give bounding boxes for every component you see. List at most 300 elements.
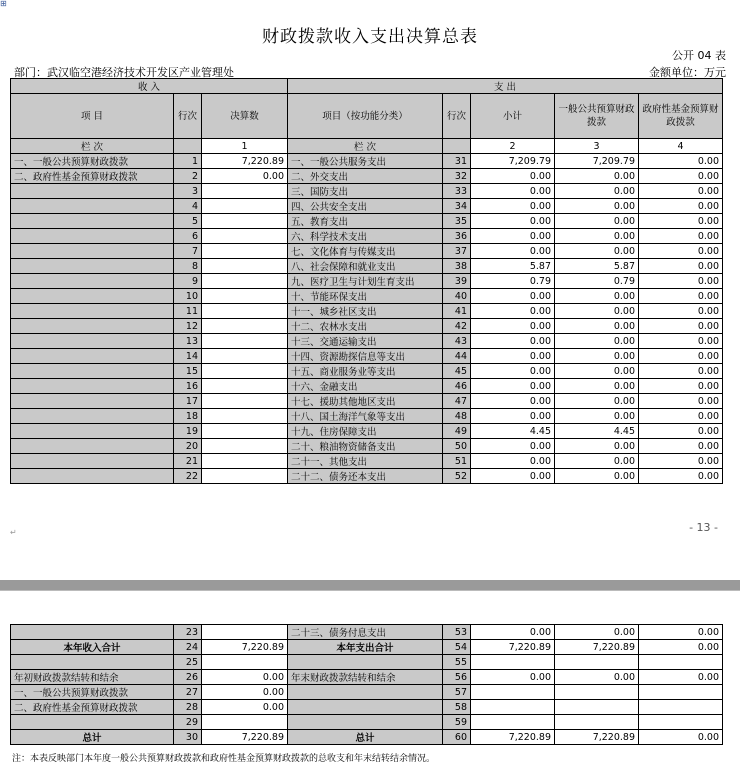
income-row-no-cell: 27 xyxy=(174,685,202,700)
income-row-no-cell: 6 xyxy=(174,229,202,244)
gov-fund-cell: 0.00 xyxy=(639,625,723,640)
table-row xyxy=(11,334,723,349)
col-label: 栏 次 xyxy=(11,139,174,154)
income-row-no-cell: 2 xyxy=(174,169,202,184)
col-empty xyxy=(174,139,202,154)
income-amount-cell xyxy=(202,655,288,670)
paragraph-mark-icon: ↵ xyxy=(10,528,17,537)
subtotal-cell: 0.00 xyxy=(471,229,555,244)
expense-item-cell xyxy=(288,700,443,715)
income-row-no-cell: 3 xyxy=(174,184,202,199)
income-row-no-cell: 10 xyxy=(174,289,202,304)
expense-row-no-cell: 31 xyxy=(443,154,471,169)
expense-row-no-cell: 60 xyxy=(443,730,471,745)
table-row xyxy=(11,670,723,685)
income-item-header: 项 目 xyxy=(11,94,174,139)
gov-fund-cell: 0.00 xyxy=(639,469,723,484)
income-row-no-header: 行次 xyxy=(174,94,202,139)
income-item-cell xyxy=(11,289,174,304)
general-budget-header: 一般公共预算财政拨款 xyxy=(555,94,639,139)
expense-item-cell: 二、外交支出 xyxy=(288,169,443,184)
income-item-cell xyxy=(11,454,174,469)
general-budget-cell: 7,220.89 xyxy=(555,640,639,655)
income-row-no-cell: 1 xyxy=(174,154,202,169)
table-row xyxy=(11,169,723,184)
income-item-cell xyxy=(11,259,174,274)
gov-fund-cell: 0.00 xyxy=(639,244,723,259)
col-index-2: 2 xyxy=(471,139,555,154)
income-amount-cell: 7,220.89 xyxy=(202,154,288,169)
subtotal-cell: 0.00 xyxy=(471,394,555,409)
income-amount-cell: 0.00 xyxy=(202,700,288,715)
income-item-cell xyxy=(11,334,174,349)
page-break-line xyxy=(0,590,740,591)
income-amount-cell: 7,220.89 xyxy=(202,640,288,655)
income-amount-cell xyxy=(202,289,288,304)
income-item-cell xyxy=(11,469,174,484)
table-row xyxy=(11,394,723,409)
table-row xyxy=(11,199,723,214)
expense-item-cell: 总计 xyxy=(288,730,443,745)
gov-fund-cell: 0.00 xyxy=(639,289,723,304)
general-budget-cell: 7,209.79 xyxy=(555,154,639,169)
income-amount-cell xyxy=(202,439,288,454)
table-row xyxy=(11,640,723,655)
gov-fund-cell: 0.00 xyxy=(639,409,723,424)
gov-fund-cell xyxy=(639,715,723,730)
gov-fund-cell: 0.00 xyxy=(639,364,723,379)
expense-item-cell: 十五、商业服务业等支出 xyxy=(288,364,443,379)
table-row xyxy=(11,289,723,304)
expense-row-no-cell: 42 xyxy=(443,319,471,334)
income-row-no-cell: 23 xyxy=(174,625,202,640)
gov-fund-cell: 0.00 xyxy=(639,454,723,469)
general-budget-cell: 0.00 xyxy=(555,289,639,304)
column-header-row xyxy=(11,94,723,139)
income-amount-cell xyxy=(202,364,288,379)
document-anchor-icon: ⊞ xyxy=(0,0,7,8)
expense-item-header: 项目（按功能分类） xyxy=(288,94,443,139)
expense-row-no-cell: 47 xyxy=(443,394,471,409)
subtotal-cell: 0.00 xyxy=(471,454,555,469)
income-amount-cell xyxy=(202,229,288,244)
subtotal-cell: 0.00 xyxy=(471,469,555,484)
income-row-no-cell: 30 xyxy=(174,730,202,745)
general-budget-cell: 0.00 xyxy=(555,334,639,349)
general-budget-cell: 0.00 xyxy=(555,454,639,469)
expense-item-cell: 十六、金融支出 xyxy=(288,379,443,394)
income-row-no-cell: 9 xyxy=(174,274,202,289)
subtotal-cell xyxy=(471,655,555,670)
expense-row-no-cell: 38 xyxy=(443,259,471,274)
expense-item-cell: 十三、交通运输支出 xyxy=(288,334,443,349)
expense-row-no-cell: 40 xyxy=(443,289,471,304)
page-break-band xyxy=(0,580,740,590)
expense-item-cell xyxy=(288,655,443,670)
subtotal-cell: 0.00 xyxy=(471,304,555,319)
income-row-no-cell: 25 xyxy=(174,655,202,670)
table-row xyxy=(11,715,723,730)
section-header-row xyxy=(11,79,723,94)
expense-row-no-cell: 48 xyxy=(443,409,471,424)
expense-item-cell: 五、教育支出 xyxy=(288,214,443,229)
general-budget-cell: 0.00 xyxy=(555,304,639,319)
col-index-1: 1 xyxy=(202,139,288,154)
subtotal-cell: 0.00 xyxy=(471,625,555,640)
table-row xyxy=(11,184,723,199)
income-item-cell xyxy=(11,394,174,409)
expense-item-cell: 六、科学技术支出 xyxy=(288,229,443,244)
expense-item-cell: 四、公共安全支出 xyxy=(288,199,443,214)
gov-fund-header: 政府性基金预算财政拨款 xyxy=(639,94,723,139)
gov-fund-cell: 0.00 xyxy=(639,199,723,214)
income-row-no-cell: 12 xyxy=(174,319,202,334)
subtotal-cell: 0.00 xyxy=(471,199,555,214)
income-amount-cell: 7,220.89 xyxy=(202,730,288,745)
expense-item-cell xyxy=(288,685,443,700)
income-item-cell xyxy=(11,409,174,424)
table-code: 公开 04 表 xyxy=(672,49,726,62)
table-row xyxy=(11,424,723,439)
subtotal-cell: 5.87 xyxy=(471,259,555,274)
subtotal-cell: 0.00 xyxy=(471,670,555,685)
gov-fund-cell: 0.00 xyxy=(639,319,723,334)
income-amount-cell xyxy=(202,259,288,274)
income-amount-cell xyxy=(202,454,288,469)
expense-row-no-cell: 49 xyxy=(443,424,471,439)
income-row-no-cell: 29 xyxy=(174,715,202,730)
gov-fund-cell: 0.00 xyxy=(639,640,723,655)
income-amount-cell xyxy=(202,379,288,394)
gov-fund-cell: 0.00 xyxy=(639,730,723,745)
expense-item-cell: 十七、援助其他地区支出 xyxy=(288,394,443,409)
expense-item-cell xyxy=(288,715,443,730)
general-budget-cell: 0.00 xyxy=(555,244,639,259)
general-budget-cell: 0.00 xyxy=(555,199,639,214)
general-budget-cell: 7,220.89 xyxy=(555,730,639,745)
expense-item-cell: 二十一、其他支出 xyxy=(288,454,443,469)
subtotal-cell xyxy=(471,685,555,700)
budget-table-page2 xyxy=(10,624,723,745)
income-amount-cell xyxy=(202,199,288,214)
general-budget-cell: 5.87 xyxy=(555,259,639,274)
expense-row-no-cell: 43 xyxy=(443,334,471,349)
subtotal-cell: 0.00 xyxy=(471,349,555,364)
income-item-cell xyxy=(11,319,174,334)
expense-item-cell: 八、社会保障和就业支出 xyxy=(288,259,443,274)
income-amount-cell xyxy=(202,424,288,439)
income-item-cell xyxy=(11,625,174,640)
footnote: 注：本表反映部门本年度一般公共预算财政拨款和政府性基金预算财政拨款的总收支和年末结转结余情况。 xyxy=(12,754,436,764)
subtotal-cell: 0.00 xyxy=(471,439,555,454)
col-index-3: 3 xyxy=(555,139,639,154)
expense-item-cell: 十二、农林水支出 xyxy=(288,319,443,334)
expense-item-cell: 十一、城乡社区支出 xyxy=(288,304,443,319)
income-amount-cell: 0.00 xyxy=(202,169,288,184)
gov-fund-cell: 0.00 xyxy=(639,274,723,289)
income-amount-cell xyxy=(202,319,288,334)
table-row xyxy=(11,469,723,484)
expense-row-no-cell: 39 xyxy=(443,274,471,289)
subtotal-cell: 0.00 xyxy=(471,184,555,199)
expense-item-cell: 一、一般公共服务支出 xyxy=(288,154,443,169)
subtotal-cell: 4.45 xyxy=(471,424,555,439)
general-budget-cell: 0.00 xyxy=(555,349,639,364)
expense-row-no-cell: 58 xyxy=(443,700,471,715)
income-row-no-cell: 26 xyxy=(174,670,202,685)
income-amount-cell xyxy=(202,625,288,640)
gov-fund-cell: 0.00 xyxy=(639,259,723,274)
subtotal-cell xyxy=(471,715,555,730)
general-budget-cell: 0.00 xyxy=(555,394,639,409)
expense-item-cell: 九、医疗卫生与计划生育支出 xyxy=(288,274,443,289)
general-budget-cell: 0.00 xyxy=(555,169,639,184)
expense-item-cell: 十、节能环保支出 xyxy=(288,289,443,304)
general-budget-cell xyxy=(555,700,639,715)
gov-fund-cell: 0.00 xyxy=(639,439,723,454)
income-amount-cell xyxy=(202,394,288,409)
table-row xyxy=(11,379,723,394)
gov-fund-cell: 0.00 xyxy=(639,379,723,394)
expense-item-cell: 二十、粮油物资储备支出 xyxy=(288,439,443,454)
subtotal-cell: 7,220.89 xyxy=(471,640,555,655)
gov-fund-cell: 0.00 xyxy=(639,424,723,439)
income-item-cell: 本年收入合计 xyxy=(11,640,174,655)
expense-row-no-cell: 44 xyxy=(443,349,471,364)
income-row-no-cell: 15 xyxy=(174,364,202,379)
table-row xyxy=(11,259,723,274)
income-row-no-cell: 11 xyxy=(174,304,202,319)
expense-row-no-cell: 35 xyxy=(443,214,471,229)
table-row xyxy=(11,409,723,424)
expense-row-no-cell: 50 xyxy=(443,439,471,454)
income-amount-cell xyxy=(202,214,288,229)
income-row-no-cell: 19 xyxy=(174,424,202,439)
subtotal-cell: 0.00 xyxy=(471,169,555,184)
income-amount-cell xyxy=(202,715,288,730)
table-row xyxy=(11,454,723,469)
income-item-cell xyxy=(11,244,174,259)
general-budget-cell: 0.00 xyxy=(555,670,639,685)
income-row-no-cell: 8 xyxy=(174,259,202,274)
column-index-row xyxy=(11,139,723,154)
expense-item-cell: 二十二、债务还本支出 xyxy=(288,469,443,484)
subtotal-cell: 0.00 xyxy=(471,364,555,379)
income-amount-cell xyxy=(202,274,288,289)
income-item-cell: 一、一般公共预算财政拨款 xyxy=(11,154,174,169)
income-row-no-cell: 14 xyxy=(174,349,202,364)
gov-fund-cell: 0.00 xyxy=(639,304,723,319)
general-budget-cell xyxy=(555,655,639,670)
department-label: 部门：武汉临空港经济技术开发区产业管理处 xyxy=(14,66,234,79)
gov-fund-cell xyxy=(639,655,723,670)
budget-table-page1 xyxy=(10,78,723,484)
income-item-cell: 总计 xyxy=(11,730,174,745)
income-amount-cell: 0.00 xyxy=(202,685,288,700)
income-row-no-cell: 16 xyxy=(174,379,202,394)
income-amount-cell xyxy=(202,304,288,319)
expense-row-no-cell: 55 xyxy=(443,655,471,670)
final-amount-header: 决算数 xyxy=(202,94,288,139)
expense-item-cell: 三、国防支出 xyxy=(288,184,443,199)
expense-row-no-cell: 59 xyxy=(443,715,471,730)
gov-fund-cell: 0.00 xyxy=(639,394,723,409)
general-budget-cell: 0.79 xyxy=(555,274,639,289)
income-amount-cell xyxy=(202,469,288,484)
col-index-4: 4 xyxy=(639,139,723,154)
income-item-cell: 年初财政拨款结转和结余 xyxy=(11,670,174,685)
income-row-no-cell: 22 xyxy=(174,469,202,484)
expense-row-no-header: 行次 xyxy=(443,94,471,139)
subtotal-cell: 7,209.79 xyxy=(471,154,555,169)
table-row xyxy=(11,364,723,379)
income-item-cell: 二、政府性基金预算财政拨款 xyxy=(11,700,174,715)
unit-label: 金额单位：万元 xyxy=(649,66,726,79)
gov-fund-cell: 0.00 xyxy=(639,184,723,199)
income-item-cell xyxy=(11,364,174,379)
expense-row-no-cell: 32 xyxy=(443,169,471,184)
income-item-cell xyxy=(11,655,174,670)
expense-item-cell: 十八、国土海洋气象等支出 xyxy=(288,409,443,424)
income-item-cell xyxy=(11,184,174,199)
subtotal-header: 小计 xyxy=(471,94,555,139)
gov-fund-cell xyxy=(639,685,723,700)
income-amount-cell xyxy=(202,244,288,259)
income-amount-cell xyxy=(202,409,288,424)
gov-fund-cell: 0.00 xyxy=(639,214,723,229)
table-row xyxy=(11,625,723,640)
income-item-cell xyxy=(11,199,174,214)
gov-fund-cell: 0.00 xyxy=(639,334,723,349)
general-budget-cell xyxy=(555,685,639,700)
subtotal-cell: 0.00 xyxy=(471,334,555,349)
income-item-cell xyxy=(11,715,174,730)
income-row-no-cell: 24 xyxy=(174,640,202,655)
income-row-no-cell: 4 xyxy=(174,199,202,214)
table-row xyxy=(11,349,723,364)
income-row-no-cell: 7 xyxy=(174,244,202,259)
table-row xyxy=(11,154,723,169)
expense-item-cell: 十四、资源勘探信息等支出 xyxy=(288,349,443,364)
expense-item-cell: 本年支出合计 xyxy=(288,640,443,655)
general-budget-cell: 4.45 xyxy=(555,424,639,439)
subtotal-cell: 0.00 xyxy=(471,379,555,394)
expense-row-no-cell: 33 xyxy=(443,184,471,199)
general-budget-cell: 0.00 xyxy=(555,319,639,334)
expense-item-cell: 年末财政拨款结转和结余 xyxy=(288,670,443,685)
income-row-no-cell: 28 xyxy=(174,700,202,715)
table-row xyxy=(11,244,723,259)
income-item-cell xyxy=(11,229,174,244)
report-title: 财政拨款收入支出决算总表 xyxy=(262,27,478,47)
general-budget-cell: 0.00 xyxy=(555,469,639,484)
table-row xyxy=(11,274,723,289)
expense-row-no-cell: 37 xyxy=(443,244,471,259)
table-row xyxy=(11,304,723,319)
table-row xyxy=(11,439,723,454)
expense-header: 支 出 xyxy=(288,79,723,94)
income-header: 收 入 xyxy=(11,79,288,94)
general-budget-cell: 0.00 xyxy=(555,214,639,229)
general-budget-cell: 0.00 xyxy=(555,364,639,379)
expense-row-no-cell: 57 xyxy=(443,685,471,700)
table-row xyxy=(11,655,723,670)
general-budget-cell: 0.00 xyxy=(555,184,639,199)
subtotal-cell: 0.79 xyxy=(471,274,555,289)
expense-row-no-cell: 41 xyxy=(443,304,471,319)
expense-item-cell: 二十三、债务付息支出 xyxy=(288,625,443,640)
income-row-no-cell: 18 xyxy=(174,409,202,424)
table-row xyxy=(11,685,723,700)
col-label: 栏 次 xyxy=(288,139,443,154)
expense-row-no-cell: 45 xyxy=(443,364,471,379)
income-row-no-cell: 17 xyxy=(174,394,202,409)
table-row xyxy=(11,730,723,745)
gov-fund-cell: 0.00 xyxy=(639,670,723,685)
income-item-cell xyxy=(11,424,174,439)
income-item-cell xyxy=(11,274,174,289)
table-row xyxy=(11,214,723,229)
expense-row-no-cell: 51 xyxy=(443,454,471,469)
income-amount-cell xyxy=(202,334,288,349)
expense-row-no-cell: 53 xyxy=(443,625,471,640)
subtotal-cell: 0.00 xyxy=(471,214,555,229)
general-budget-cell: 0.00 xyxy=(555,625,639,640)
expense-row-no-cell: 34 xyxy=(443,199,471,214)
expense-row-no-cell: 56 xyxy=(443,670,471,685)
income-item-cell: 二、政府性基金预算财政拨款 xyxy=(11,169,174,184)
income-item-cell xyxy=(11,379,174,394)
gov-fund-cell: 0.00 xyxy=(639,229,723,244)
general-budget-cell: 0.00 xyxy=(555,229,639,244)
expense-item-cell: 十九、住房保障支出 xyxy=(288,424,443,439)
gov-fund-cell: 0.00 xyxy=(639,154,723,169)
gov-fund-cell xyxy=(639,700,723,715)
page-number: - 13 - xyxy=(689,521,718,534)
income-row-no-cell: 13 xyxy=(174,334,202,349)
income-amount-cell: 0.00 xyxy=(202,670,288,685)
income-item-cell xyxy=(11,349,174,364)
table-row xyxy=(11,229,723,244)
table-row xyxy=(11,700,723,715)
general-budget-cell: 0.00 xyxy=(555,379,639,394)
col-empty xyxy=(443,139,471,154)
income-item-cell: 一、一般公共预算财政拨款 xyxy=(11,685,174,700)
expense-item-cell: 七、文化体育与传媒支出 xyxy=(288,244,443,259)
expense-row-no-cell: 36 xyxy=(443,229,471,244)
general-budget-cell: 0.00 xyxy=(555,409,639,424)
subtotal-cell: 0.00 xyxy=(471,289,555,304)
income-amount-cell xyxy=(202,349,288,364)
income-row-no-cell: 5 xyxy=(174,214,202,229)
subtotal-cell: 0.00 xyxy=(471,409,555,424)
income-item-cell xyxy=(11,304,174,319)
income-row-no-cell: 20 xyxy=(174,439,202,454)
gov-fund-cell: 0.00 xyxy=(639,169,723,184)
subtotal-cell: 0.00 xyxy=(471,319,555,334)
subtotal-cell: 7,220.89 xyxy=(471,730,555,745)
general-budget-cell: 0.00 xyxy=(555,439,639,454)
expense-row-no-cell: 52 xyxy=(443,469,471,484)
income-row-no-cell: 21 xyxy=(174,454,202,469)
income-amount-cell xyxy=(202,184,288,199)
subtotal-cell xyxy=(471,700,555,715)
gov-fund-cell: 0.00 xyxy=(639,349,723,364)
income-item-cell xyxy=(11,214,174,229)
expense-row-no-cell: 46 xyxy=(443,379,471,394)
income-item-cell xyxy=(11,439,174,454)
subtotal-cell: 0.00 xyxy=(471,244,555,259)
